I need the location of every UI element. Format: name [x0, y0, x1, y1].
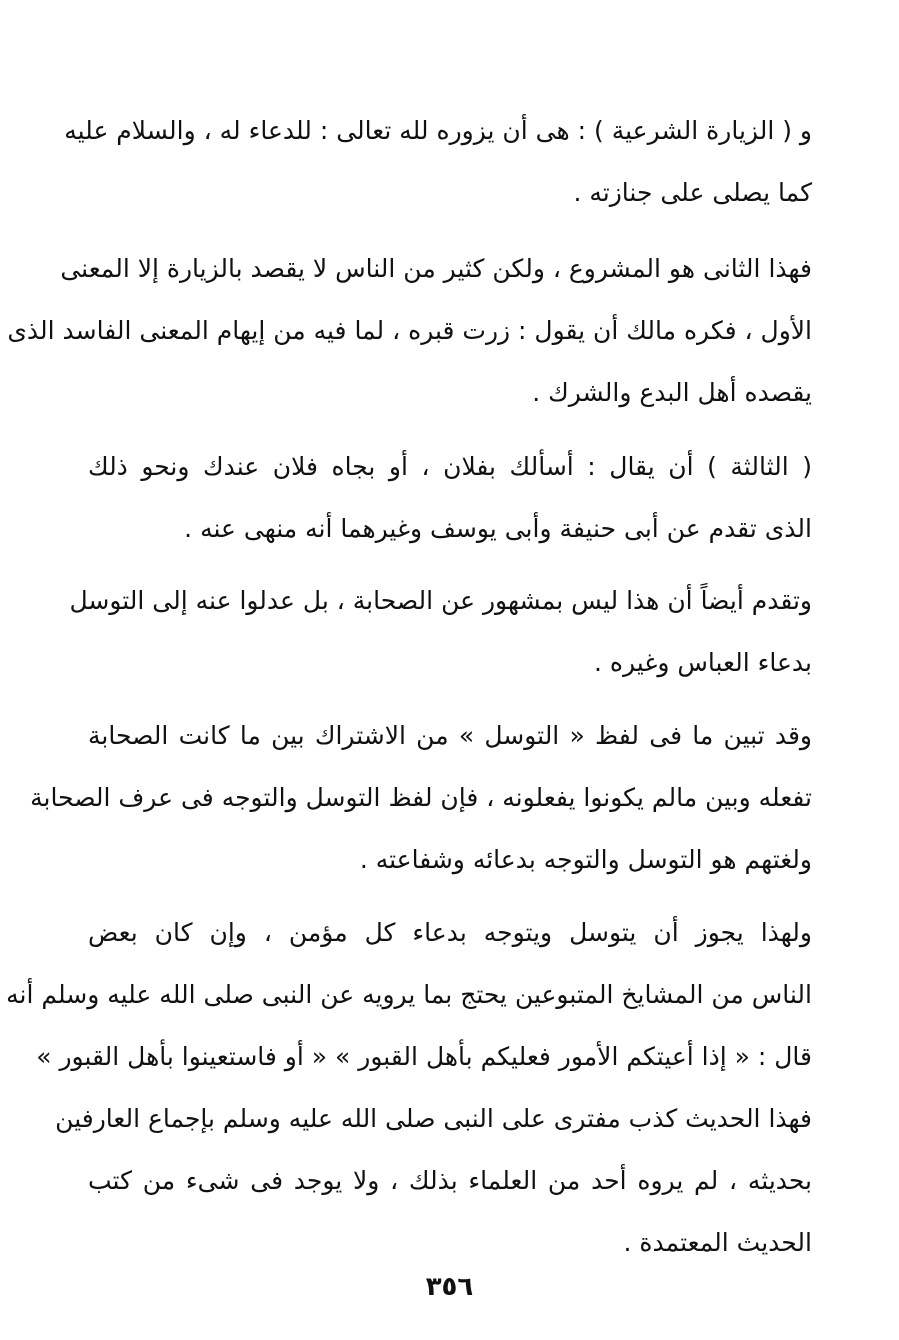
- text-line: ولهذا يجوز أن يتوسل ويتوجه بدعاء كل مؤمن ، وإن كان بعض: [88, 918, 812, 947]
- text-line: فهذا الثانى هو المشروع ، ولكن كثير من الناس لا يقصد بالزيارة إلا المعنى: [60, 254, 812, 283]
- text-line: فهذا الحديث كذب مفترى على النبى صلى الله عليه وسلم بإجماع العارفين: [55, 1104, 812, 1133]
- text-line: يقصده أهل البدع والشرك .: [532, 378, 812, 407]
- paragraph-hadith: [6, 902, 812, 1274]
- text-line: تفعله وبين مالم يكونوا يفعلونه ، فإن لفظ التوسل والتوجه فى عرف الصحابة: [30, 783, 812, 812]
- text-line: بحديثه ، لم يروه أحد من العلماء بذلك ، ولا يوجد فى شىء من كتب: [88, 1166, 812, 1195]
- text-line: ( الثالثة ) أن يقال : أسألك بفلان ، أو بجاه فلان عندك ونحو ذلك: [88, 452, 812, 481]
- text-line: كما يصلى على جنازته .: [573, 178, 812, 207]
- text-line: وتقدم أيضاً أن هذا ليس بمشهور عن الصحابة ، بل عدلوا عنه إلى التوسل: [69, 586, 812, 615]
- text-line: ولغتهم هو التوسل والتوجه بدعائه وشفاعته .: [359, 845, 812, 874]
- paragraph-companions: [69, 570, 812, 694]
- text-line: قال : « إذا أعيتكم الأمور فعليكم بأهل القبور » « أو فاستعينوا بأهل القبور »: [36, 1042, 812, 1071]
- paragraph-third-meaning: [88, 436, 812, 560]
- paragraph-tawassul-term: [30, 705, 812, 891]
- text-line: الحديث المعتمدة .: [623, 1228, 812, 1257]
- text-line: و ( الزيارة الشرعية ) : هى أن يزوره لله تعالى : للدعاء له ، والسلام عليه: [64, 116, 812, 145]
- page-number: ٣٥٦: [425, 1272, 474, 1302]
- text-line: بدعاء العباس وغيره .: [593, 648, 812, 677]
- text-line: وقد تبين ما فى لفظ « التوسل » من الاشتراك بين ما كانت الصحابة: [88, 721, 812, 750]
- text-line: الذى تقدم عن أبى حنيفة وأبى يوسف وغيرهما أنه منهى عنه .: [184, 514, 812, 543]
- paragraph-second-meaning: [7, 238, 812, 424]
- paragraph-legal-visit: [64, 100, 812, 224]
- text-line: الناس من المشايخ المتبوعين يحتج بما يرويه عن النبى صلى الله عليه وسلم أنه: [6, 980, 812, 1009]
- text-line: الأول ، فكره مالك أن يقول : زرت قبره ، لما فيه من إيهام المعنى الفاسد الذى: [7, 316, 812, 345]
